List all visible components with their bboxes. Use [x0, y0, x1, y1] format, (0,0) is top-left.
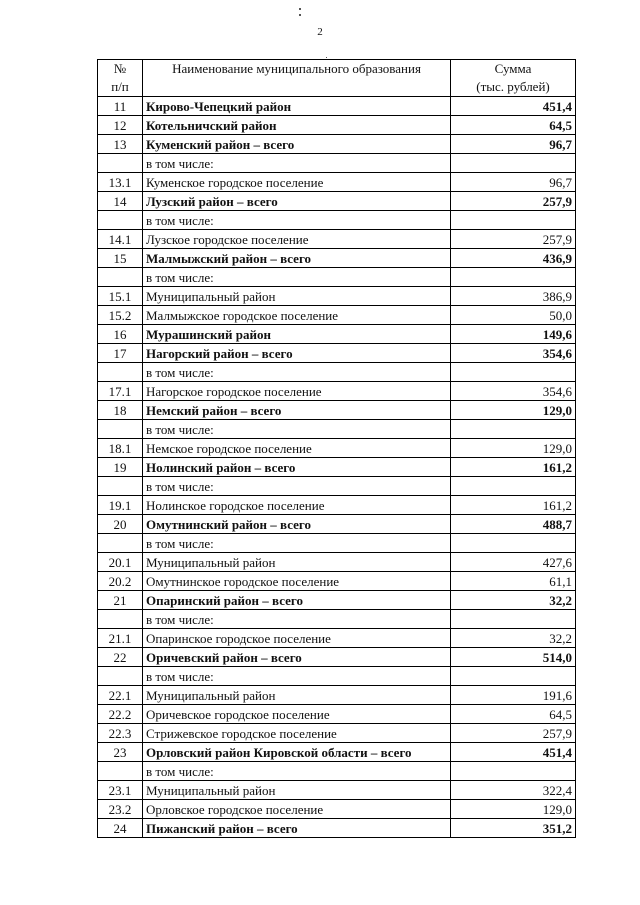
row-name-cell: Лузский район – всего	[143, 192, 451, 211]
row-name-cell: Стрижевское городское поселение	[143, 724, 451, 743]
row-name-cell: Орловский район Кировской области – всего	[143, 743, 451, 762]
column-header-number-line1: №	[113, 61, 127, 76]
row-number-cell: 17.1	[98, 382, 143, 401]
column-header-name: Наименование муниципального образования	[143, 60, 451, 97]
row-name-cell: Омутнинский район – всего	[143, 515, 451, 534]
scan-speck	[299, 14, 301, 16]
scan-speck	[299, 8, 301, 10]
row-number-cell: 22	[98, 648, 143, 667]
row-number-cell: 19	[98, 458, 143, 477]
row-name-cell: в том числе:	[143, 667, 451, 686]
row-sum-cell: 161,2	[451, 458, 576, 477]
row-name-cell: Лузское городское поселение	[143, 230, 451, 249]
row-number-cell	[98, 610, 143, 629]
table-row	[98, 249, 576, 268]
row-sum-cell: 257,9	[451, 724, 576, 743]
table-row	[98, 401, 576, 420]
row-sum-cell: 32,2	[451, 591, 576, 610]
row-name-cell: в том числе:	[143, 363, 451, 382]
row-number-cell: 18.1	[98, 439, 143, 458]
row-sum-cell	[451, 211, 576, 230]
table-row	[98, 800, 576, 819]
column-header-sum-line1: Сумма	[494, 61, 532, 76]
row-number-cell	[98, 211, 143, 230]
table-row	[98, 97, 576, 116]
row-name-cell: в том числе:	[143, 420, 451, 439]
row-number-cell: 12	[98, 116, 143, 135]
row-name-cell: Муниципальный район	[143, 781, 451, 800]
row-sum-cell: 61,1	[451, 572, 576, 591]
table-row	[98, 743, 576, 762]
row-sum-cell: 129,0	[451, 439, 576, 458]
row-number-cell: 24	[98, 819, 143, 838]
row-sum-cell	[451, 610, 576, 629]
row-name-cell: Муниципальный район	[143, 287, 451, 306]
row-sum-cell: 161,2	[451, 496, 576, 515]
row-name-cell: в том числе:	[143, 154, 451, 173]
row-number-cell: 21	[98, 591, 143, 610]
row-name-cell: Немский район – всего	[143, 401, 451, 420]
row-sum-cell: 64,5	[451, 705, 576, 724]
row-sum-cell: 488,7	[451, 515, 576, 534]
budget-table	[97, 59, 576, 838]
row-name-cell: Нагорское городское поселение	[143, 382, 451, 401]
row-number-cell: 23.1	[98, 781, 143, 800]
row-name-cell: Омутнинское городское поселение	[143, 572, 451, 591]
table-row	[98, 439, 576, 458]
row-sum-cell: 129,0	[451, 800, 576, 819]
row-sum-cell: 354,6	[451, 382, 576, 401]
row-name-cell: в том числе:	[143, 534, 451, 553]
row-sum-cell: 451,4	[451, 97, 576, 116]
table-row	[98, 648, 576, 667]
table-row	[98, 173, 576, 192]
row-name-cell: Муниципальный район	[143, 686, 451, 705]
table-row	[98, 819, 576, 838]
row-name-cell: в том числе:	[143, 477, 451, 496]
row-sum-cell: 191,6	[451, 686, 576, 705]
row-number-cell: 13.1	[98, 173, 143, 192]
row-sum-cell	[451, 762, 576, 781]
row-number-cell: 22.3	[98, 724, 143, 743]
row-number-cell	[98, 420, 143, 439]
row-sum-cell: 129,0	[451, 401, 576, 420]
row-number-cell: 18	[98, 401, 143, 420]
row-number-cell: 15.2	[98, 306, 143, 325]
column-header-number-line2: п/п	[111, 79, 129, 94]
row-number-cell	[98, 667, 143, 686]
table-row	[98, 382, 576, 401]
table-row	[98, 135, 576, 154]
row-name-cell: Немское городское поселение	[143, 439, 451, 458]
row-number-cell	[98, 762, 143, 781]
row-sum-cell: 96,7	[451, 173, 576, 192]
table-row	[98, 116, 576, 135]
row-sum-cell: 32,2	[451, 629, 576, 648]
table-row	[98, 420, 576, 439]
table-row	[98, 515, 576, 534]
row-number-cell: 20.1	[98, 553, 143, 572]
row-number-cell: 14	[98, 192, 143, 211]
row-number-cell: 11	[98, 97, 143, 116]
row-name-cell: Опаринское городское поселение	[143, 629, 451, 648]
table-row	[98, 610, 576, 629]
row-sum-cell	[451, 363, 576, 382]
table-row	[98, 154, 576, 173]
row-name-cell: Опаринский район – всего	[143, 591, 451, 610]
table-row	[98, 629, 576, 648]
table-row	[98, 230, 576, 249]
row-number-cell: 17	[98, 344, 143, 363]
table-row	[98, 572, 576, 591]
table-row	[98, 553, 576, 572]
row-sum-cell: 436,9	[451, 249, 576, 268]
row-sum-cell: 257,9	[451, 230, 576, 249]
row-name-cell: Нолинское городское поселение	[143, 496, 451, 515]
row-sum-cell: 149,6	[451, 325, 576, 344]
row-name-cell: Куменское городское поселение	[143, 173, 451, 192]
row-number-cell: 20.2	[98, 572, 143, 591]
scan-speck	[326, 57, 327, 58]
row-sum-cell: 451,4	[451, 743, 576, 762]
row-name-cell: Котельничский район	[143, 116, 451, 135]
row-name-cell: Муниципальный район	[143, 553, 451, 572]
table-row	[98, 781, 576, 800]
row-sum-cell: 427,6	[451, 553, 576, 572]
row-name-cell: Малмыжский район – всего	[143, 249, 451, 268]
row-sum-cell: 354,6	[451, 344, 576, 363]
row-sum-cell	[451, 477, 576, 496]
table-row	[98, 325, 576, 344]
row-name-cell: Нолинский район – всего	[143, 458, 451, 477]
row-number-cell: 23.2	[98, 800, 143, 819]
row-name-cell: в том числе:	[143, 268, 451, 287]
table-header	[98, 60, 576, 97]
table-row	[98, 192, 576, 211]
column-header-number	[98, 60, 143, 97]
table-row	[98, 534, 576, 553]
column-header-sum-line2: (тыс. рублей)	[476, 79, 550, 94]
row-sum-cell: 514,0	[451, 648, 576, 667]
row-number-cell: 16	[98, 325, 143, 344]
row-number-cell: 23	[98, 743, 143, 762]
row-sum-cell	[451, 420, 576, 439]
row-number-cell: 20	[98, 515, 143, 534]
row-name-cell: в том числе:	[143, 211, 451, 230]
row-sum-cell: 50,0	[451, 306, 576, 325]
table-row	[98, 705, 576, 724]
table-row	[98, 762, 576, 781]
table-row	[98, 363, 576, 382]
row-sum-cell	[451, 534, 576, 553]
row-name-cell: Пижанский район – всего	[143, 819, 451, 838]
row-sum-cell	[451, 154, 576, 173]
row-name-cell: в том числе:	[143, 762, 451, 781]
page-number: 2	[317, 26, 323, 38]
row-sum-cell: 322,4	[451, 781, 576, 800]
row-number-cell: 15	[98, 249, 143, 268]
table-row	[98, 268, 576, 287]
row-name-cell: Оричевское городское поселение	[143, 705, 451, 724]
table-row	[98, 667, 576, 686]
row-name-cell: Малмыжское городское поселение	[143, 306, 451, 325]
row-number-cell: 19.1	[98, 496, 143, 515]
table-row	[98, 477, 576, 496]
table-body	[98, 97, 576, 838]
row-sum-cell	[451, 667, 576, 686]
table-row	[98, 496, 576, 515]
row-name-cell: Кирово-Чепецкий район	[143, 97, 451, 116]
row-name-cell: в том числе:	[143, 610, 451, 629]
table-row	[98, 306, 576, 325]
row-sum-cell: 386,9	[451, 287, 576, 306]
row-sum-cell: 96,7	[451, 135, 576, 154]
row-name-cell: Нагорский район – всего	[143, 344, 451, 363]
row-sum-cell	[451, 268, 576, 287]
table-row	[98, 724, 576, 743]
row-number-cell	[98, 477, 143, 496]
row-number-cell: 22.1	[98, 686, 143, 705]
table-row	[98, 211, 576, 230]
table-row	[98, 591, 576, 610]
row-number-cell	[98, 363, 143, 382]
row-number-cell: 22.2	[98, 705, 143, 724]
row-name-cell: Оричевский район – всего	[143, 648, 451, 667]
row-number-cell: 21.1	[98, 629, 143, 648]
table-row	[98, 686, 576, 705]
column-header-sum	[451, 60, 576, 97]
row-sum-cell: 257,9	[451, 192, 576, 211]
row-number-cell	[98, 534, 143, 553]
row-name-cell: Мурашинский район	[143, 325, 451, 344]
row-number-cell: 13	[98, 135, 143, 154]
table-row	[98, 344, 576, 363]
row-number-cell	[98, 268, 143, 287]
row-number-cell: 15.1	[98, 287, 143, 306]
row-sum-cell: 351,2	[451, 819, 576, 838]
row-number-cell: 14.1	[98, 230, 143, 249]
row-sum-cell: 64,5	[451, 116, 576, 135]
row-name-cell: Куменский район – всего	[143, 135, 451, 154]
table-row	[98, 458, 576, 477]
row-number-cell	[98, 154, 143, 173]
table-row	[98, 287, 576, 306]
table-header-row	[98, 60, 576, 97]
row-name-cell: Орловское городское поселение	[143, 800, 451, 819]
